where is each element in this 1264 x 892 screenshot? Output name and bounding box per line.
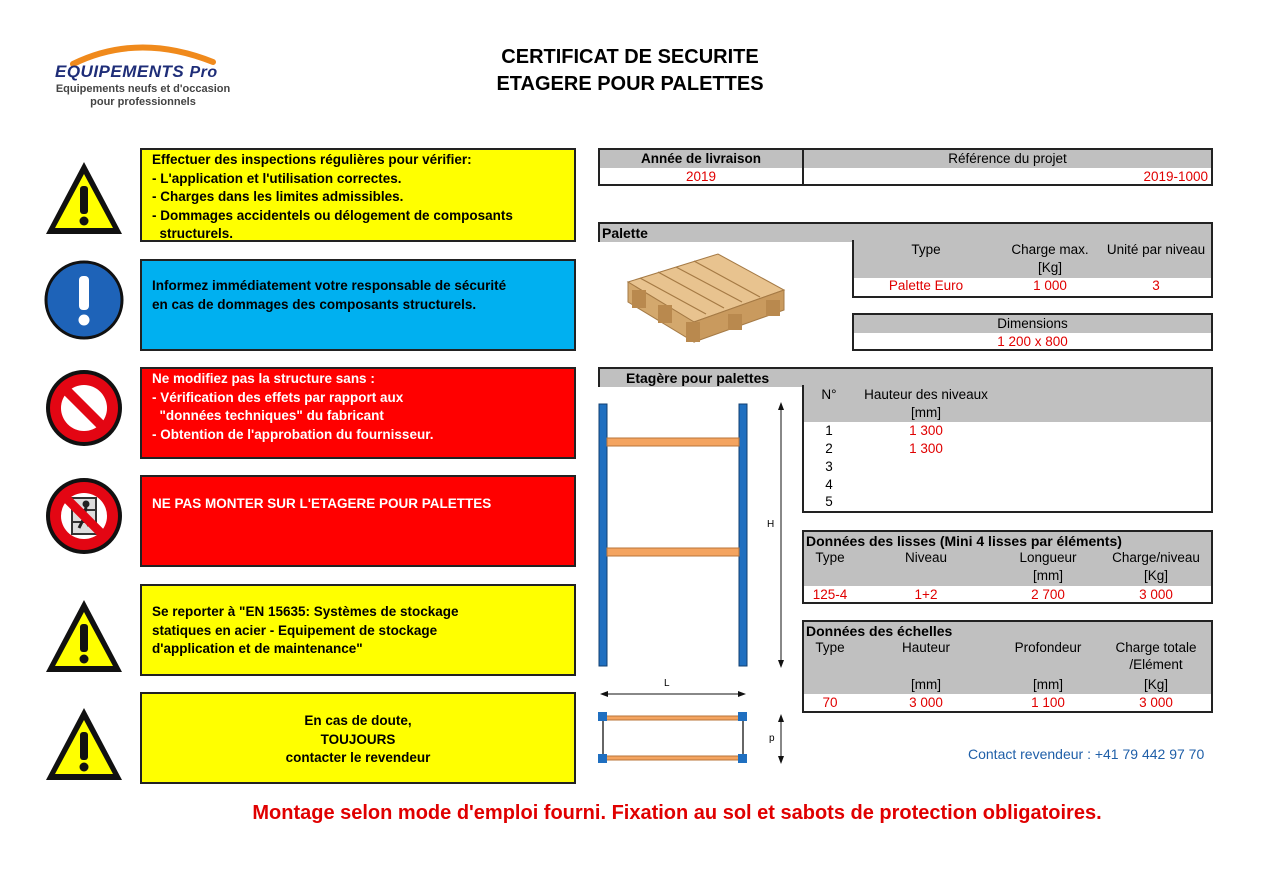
frames-col-depth: Profondeur <box>1014 640 1082 655</box>
frames-col-charge-unit: [Kg] <box>1143 677 1168 692</box>
delivery-year-value: 2019 <box>685 169 717 184</box>
rack-diagram <box>592 398 792 772</box>
rack-col-height-unit: [mm] <box>911 405 941 420</box>
beams-charge-value: 3 000 <box>1139 587 1173 602</box>
palette-units-value: 3 <box>1152 278 1160 293</box>
palette-col-charge-unit: [Kg] <box>1037 260 1062 275</box>
logo-brand: EQUIPEMENTS Pro <box>55 62 218 81</box>
project-table <box>598 148 1213 186</box>
project-ref-value: 2019-1000 <box>1143 169 1208 184</box>
frames-col-height: Hauteur <box>901 640 951 655</box>
dealer-contact: Contact revendeur : +41 79 442 97 70 <box>968 746 1205 762</box>
beams-col-length-unit: [mm] <box>1033 568 1063 583</box>
dimension-l-label: L <box>664 678 670 689</box>
dimension-h-label: H <box>767 519 775 530</box>
frames-col-charge: Charge totale <box>1115 640 1197 655</box>
frames-depth-value: 1 100 <box>1031 695 1065 710</box>
rack-col-height: Hauteur des niveaux <box>864 387 988 402</box>
rack-levels-table <box>802 385 1213 513</box>
delivery-year-label: Année de livraison <box>640 151 762 166</box>
palette-col-type: Type <box>911 242 941 257</box>
palette-dimensions-table <box>852 313 1213 351</box>
footer-notice: Montage selon mode d'emploi fourni. Fixation au sol et sabots de protection obligatoires. <box>252 802 1102 824</box>
warning-triangle-icon <box>42 702 126 786</box>
palette-col-charge: Charge max. <box>1011 242 1089 257</box>
beams-col-length: Longueur <box>1019 550 1077 565</box>
logo-tagline: Equipements neufs et d'occasion pour professionnels <box>55 83 231 108</box>
euro-pallet-image <box>618 252 790 352</box>
frames-table <box>802 620 1213 713</box>
info-exclamation-icon <box>42 258 126 342</box>
frames-col-type: Type <box>815 640 845 655</box>
frames-charge-value: 3 000 <box>1139 695 1173 710</box>
rack-col-n: N° <box>821 387 837 402</box>
page-title: CERTIFICAT DE SECURITE ETAGERE POUR PALETTES <box>496 46 764 95</box>
beams-col-charge: Charge/niveau <box>1112 550 1200 565</box>
rack-level-height: 1 300 <box>909 423 943 438</box>
palette-type-value: Palette Euro <box>888 278 964 293</box>
prohibition-box-climbing: NE PAS MONTER SUR L'ETAGERE POUR PALETTES <box>140 475 576 567</box>
warning-box-standard: Se reporter à "EN 15635: Systèmes de stockage statiques en acier - Equipement de stockage d'application et de maintenance" <box>140 584 576 676</box>
no-climbing-icon <box>42 474 126 558</box>
dimensions-label: Dimensions <box>997 316 1068 331</box>
palette-section-header: Palette <box>598 222 1213 242</box>
frames-col-depth-unit: [mm] <box>1033 677 1063 692</box>
warning-triangle-icon <box>42 156 126 240</box>
beams-title: Données des lisses (Mini 4 lisses par éléments) <box>806 533 1122 549</box>
prohibited-icon <box>42 366 126 450</box>
frames-type-value: 70 <box>822 695 838 710</box>
rack-section-header: Etagère pour palettes <box>598 367 1213 387</box>
beams-table <box>802 530 1213 604</box>
beams-col-level: Niveau <box>904 550 948 565</box>
frames-height-value: 3 000 <box>909 695 943 710</box>
frames-title: Données des échelles <box>806 623 953 639</box>
palette-charge-value: 1 000 <box>1033 278 1067 293</box>
palette-col-units: Unité par niveau <box>1106 242 1206 257</box>
frames-col-height-unit: [mm] <box>911 677 941 692</box>
rack-level-n: 3 <box>825 459 833 474</box>
warning-box-contact: En cas de doute, TOUJOURS contacter le revendeur <box>140 692 576 784</box>
beams-type-value: 125-4 <box>812 587 848 602</box>
dimension-p-label: p <box>769 733 775 744</box>
rack-level-n: 4 <box>825 477 833 492</box>
warning-triangle-icon <box>42 594 126 678</box>
dimensions-value: 1 200 x 800 <box>997 334 1068 349</box>
rack-level-height: 1 300 <box>909 441 943 456</box>
rack-level-n: 2 <box>825 441 833 456</box>
warning-box-inspections: Effectuer des inspections régulières pour vérifier: - L'application et l'utilisation correctes. - Charges dans les limites admissibles. - Dommages accidentels ou délogement de composants structurels. <box>140 148 576 242</box>
beams-level-value: 1+2 <box>914 587 938 602</box>
beams-col-charge-unit: [Kg] <box>1143 568 1168 583</box>
frames-col-charge-2: /Elément <box>1129 657 1183 672</box>
rack-level-n: 1 <box>825 423 833 438</box>
beams-length-value: 2 700 <box>1031 587 1065 602</box>
rack-level-n: 5 <box>825 494 833 509</box>
info-box-damage: Informez immédiatement votre responsable de sécurité en cas de dommages des composants structurels. <box>140 259 576 351</box>
project-ref-label: Référence du projet <box>948 151 1067 166</box>
beams-col-type: Type <box>815 550 845 565</box>
prohibition-box-modify: Ne modifiez pas la structure sans : - Vérification des effets par rapport aux "données techniques" du fabricant - Obtention de l'approbation du fournisseur. <box>140 367 576 459</box>
palette-table <box>852 240 1213 298</box>
